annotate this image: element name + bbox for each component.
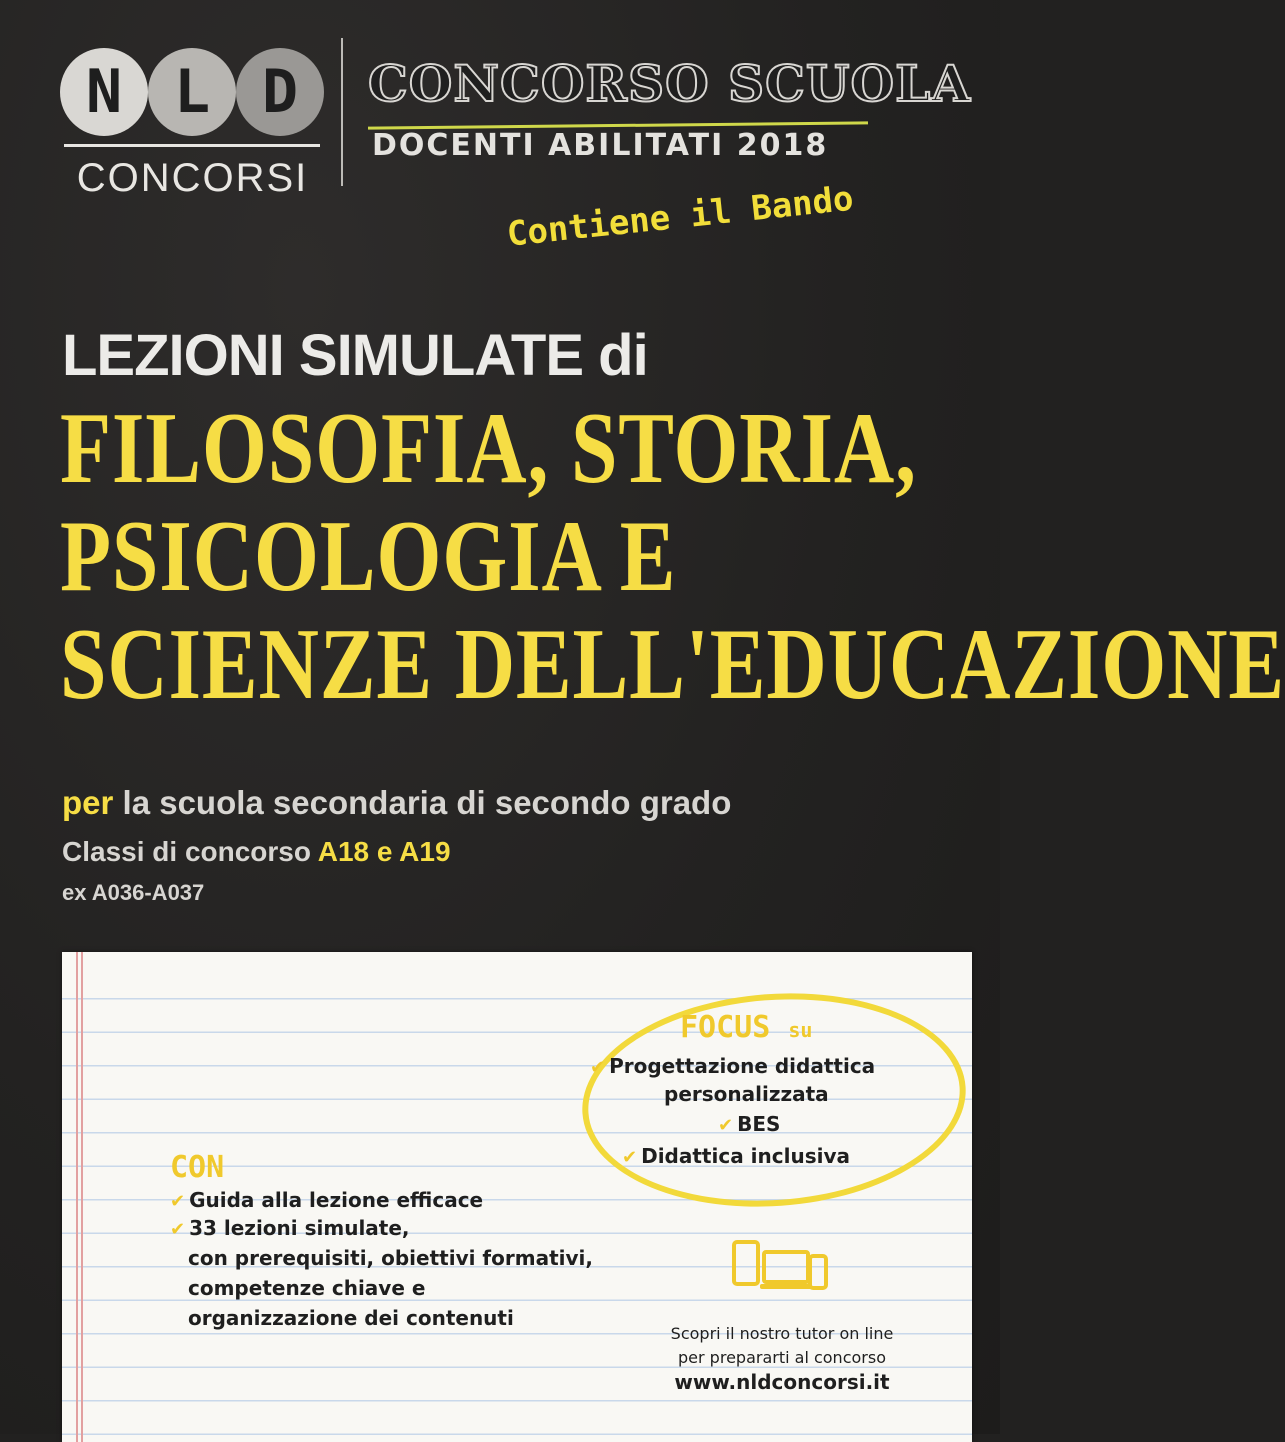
check-icon: ✔ <box>170 1219 186 1240</box>
series-title: CONCORSO SCUOLA <box>368 54 972 113</box>
con-title: CON <box>170 1150 225 1185</box>
main-title-line: PSICOLOGIA E <box>60 500 677 613</box>
subtitle-ex-classes: ex A036-A037 <box>62 880 205 905</box>
main-title-line: FILOSOFIA, STORIA, <box>60 392 917 505</box>
focus-item-text: Didattica inclusiva <box>641 1144 850 1168</box>
subtitle-classes <box>62 836 451 868</box>
focus-item-text: Progettazione didattica <box>609 1054 876 1078</box>
logo-letter-d: D <box>236 48 324 136</box>
main-title <box>60 392 1285 721</box>
subtitle-classes-codes: A18 e A19 <box>317 836 451 867</box>
logo-letter-n: N <box>60 48 148 136</box>
logo-letter-l: L <box>148 48 236 136</box>
header-divider <box>341 38 343 186</box>
con-item <box>188 1276 425 1300</box>
logo-subtitle: CONCORSI <box>76 156 309 200</box>
focus-title-su: su <box>788 1018 813 1042</box>
check-icon: ✔ <box>622 1147 638 1168</box>
margin-line <box>81 952 83 1442</box>
con-item-text: competenze chiave e <box>188 1276 426 1300</box>
con-item-text: 33 lezioni simulate, <box>189 1216 410 1240</box>
con-item-text: organizzazione dei contenuti <box>188 1306 514 1330</box>
title-line1-di: di <box>598 323 648 388</box>
promo-block <box>592 1322 972 1394</box>
focus-item-text: personalizzata <box>664 1082 829 1106</box>
notebook-card <box>62 952 972 1442</box>
focus-item <box>622 1144 850 1168</box>
promo-line: Scopri il nostro tutor on line <box>670 1324 894 1343</box>
focus-item <box>718 1112 780 1136</box>
check-icon: ✔ <box>718 1115 734 1136</box>
con-item <box>170 1216 410 1240</box>
subtitle-classes-prefix: Classi di concorso <box>62 836 311 867</box>
subtitle-school <box>62 784 731 822</box>
contains-notice-stamp: Contiene il Bando <box>505 178 856 255</box>
logo-circles <box>60 48 325 143</box>
title-line1-main: LEZIONI SIMULATE <box>62 323 584 388</box>
con-item <box>188 1306 514 1330</box>
subtitle-per: per <box>62 784 114 821</box>
subtitle-school-text: la scuola secondaria di secondo grado <box>122 784 732 821</box>
focus-item <box>664 1082 829 1106</box>
check-icon: ✔ <box>170 1191 186 1212</box>
focus-item-text: BES <box>737 1112 781 1136</box>
promo-url: www.nldconcorsi.it <box>674 1370 890 1394</box>
promo-line: per prepararti al concorso <box>678 1348 886 1367</box>
check-icon: ✔ <box>590 1057 606 1078</box>
focus-item <box>590 1054 875 1078</box>
focus-title <box>680 1010 812 1045</box>
focus-title-word: FOCUS <box>680 1010 771 1045</box>
devices-icon <box>730 1238 830 1304</box>
series-subtitle: DOCENTI ABILITATI 2018 <box>372 128 829 163</box>
con-item-text: con prerequisiti, obiettivi formativi, <box>188 1246 593 1270</box>
title-line1 <box>62 322 648 389</box>
con-item <box>188 1246 593 1270</box>
con-item <box>170 1188 483 1212</box>
margin-line <box>76 952 78 1442</box>
nld-logo <box>60 48 325 200</box>
logo-rule <box>64 144 320 147</box>
main-title-line: SCIENZE DELL'EDUCAZIONE <box>60 608 1285 721</box>
con-item-text: Guida alla lezione efficace <box>189 1188 484 1212</box>
